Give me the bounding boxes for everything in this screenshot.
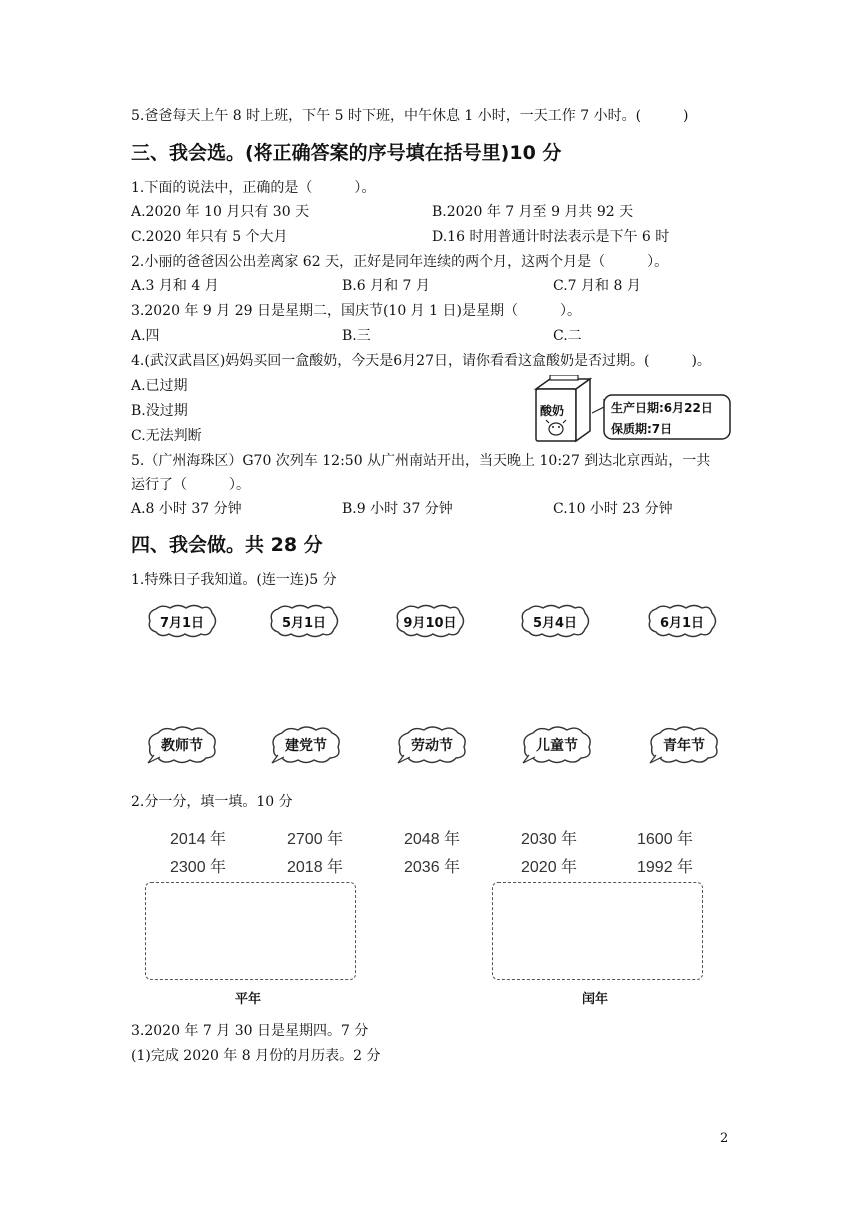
carton-label: 酸奶 (540, 404, 565, 418)
s3-q4-option-c: C.无法判断 (131, 428, 202, 444)
year-item: 2014 年 (170, 831, 227, 848)
year-item: 2030 年 (521, 831, 578, 848)
holiday-cloud-4 (521, 725, 593, 765)
s3-q1-stem: 1.下面的说法中，正确的是（ ）。 (131, 180, 376, 196)
s3-q3-option-b: B.三 (342, 328, 371, 344)
s3-q2-option-a: A.3 月和 4 月 (131, 278, 219, 294)
date-cloud-4 (519, 604, 591, 638)
s3-q2-option-c: C.7 月和 8 月 (553, 278, 641, 294)
holiday-cloud-3 (396, 725, 468, 765)
section-3-title: 三、我会选。(将正确答案的序号填在括号里)10 分 (131, 142, 562, 164)
s3-q4-option-b: B.没过期 (131, 403, 188, 419)
year-item: 2300 年 (170, 859, 227, 876)
s3-q1-option-b: B.2020 年 7 月至 9 月共 92 天 (432, 204, 634, 220)
holiday-label: 教师节 (161, 738, 203, 754)
holiday-cloud-5 (648, 725, 720, 765)
holiday-label: 建党节 (285, 738, 327, 754)
s3-q5-stem-line1: 5.（广州海珠区）G70 次列车 12:50 从广州南站开出，当天晚上 10:27 到达北京西站，一共 (131, 453, 711, 469)
common-year-label: 平年 (235, 992, 262, 1007)
holiday-label: 劳动节 (411, 738, 453, 754)
s3-q4-stem: 4.(武汉武昌区)妈妈买回一盒酸奶，今天是6月27日，请你看看这盒酸奶是否过期。( )。 (131, 353, 711, 369)
date-label: 6月1日 (659, 616, 705, 631)
year-item: 1992 年 (637, 859, 694, 876)
s3-q1-option-a: A.2020 年 10 月只有 30 天 (131, 204, 310, 220)
s3-q3-stem: 3.2020 年 9 月 29 日是星期二，国庆节(10 月 1 日)是星期（ ）。 (131, 303, 581, 319)
s3-q5-option-a: A.8 小时 37 分钟 (131, 501, 242, 517)
holiday-cloud-2 (270, 725, 342, 765)
year-item: 2048 年 (404, 831, 461, 848)
date-cloud-2 (268, 604, 340, 638)
s4-q3-stem: 3.2020 年 7 月 30 日是星期四。7 分 (131, 1023, 369, 1039)
year-item: 2700 年 (287, 831, 344, 848)
date-cloud-3 (394, 604, 466, 638)
s3-q1-option-d: D.16 时用普通计时法表示是下午 6 时 (432, 229, 670, 245)
holiday-label: 青年节 (663, 738, 705, 754)
s3-q2-stem: 2.小丽的爸爸因公出差离家 62 天，正好是同年连续的两个月，这两个月是（ ）。 (131, 254, 669, 270)
yogurt-illustration (530, 375, 740, 445)
page-number: 2 (720, 1131, 729, 1146)
s3-q5-option-c: C.10 小时 23 分钟 (553, 501, 673, 517)
year-item: 2018 年 (287, 859, 344, 876)
s4-q1-stem: 1.特殊日子我知道。(连一连)5 分 (131, 572, 337, 588)
section-4-title: 四、我会做。共 28 分 (131, 534, 323, 556)
production-date: 生产日期:6月22日 (611, 401, 713, 415)
year-item: 2036 年 (404, 859, 461, 876)
date-label: 9月10日 (403, 616, 457, 631)
s3-q2-option-b: B.6 月和 7 月 (342, 278, 430, 294)
leap-year-box[interactable] (492, 882, 703, 980)
year-item: 1600 年 (637, 831, 694, 848)
holiday-label: 儿童节 (536, 738, 578, 754)
common-year-box[interactable] (145, 882, 356, 980)
s3-q3-option-c: C.二 (553, 328, 582, 344)
s3-q5-option-b: B.9 小时 37 分钟 (342, 501, 453, 517)
year-item: 2020 年 (521, 859, 578, 876)
s4-q2-stem: 2.分一分，填一填。10 分 (131, 794, 293, 810)
date-label: 5月1日 (281, 616, 327, 631)
s3-q3-option-a: A.四 (131, 328, 160, 344)
date-cloud-1 (146, 604, 218, 638)
shelf-life: 保质期:7日 (611, 422, 673, 436)
s3-q5-stem-line2: 运行了（ ）。 (131, 477, 250, 493)
s3-q1-option-c: C.2020 年只有 5 个大月 (131, 229, 288, 245)
date-label: 5月4日 (532, 616, 578, 631)
leap-year-label: 闰年 (582, 992, 609, 1007)
date-cloud-5 (646, 604, 718, 638)
holiday-cloud-1 (146, 725, 218, 765)
question-5-judgement: 5.爸爸每天上午 8 时上班，下午 5 时下班，中午休息 1 小时，一天工作 7 小时。( ) (131, 108, 689, 124)
s3-q4-option-a: A.已过期 (131, 378, 188, 394)
date-label: 7月1日 (159, 616, 205, 631)
s4-q3-sub1: (1)完成 2020 年 8 月份的月历表。2 分 (131, 1048, 381, 1064)
